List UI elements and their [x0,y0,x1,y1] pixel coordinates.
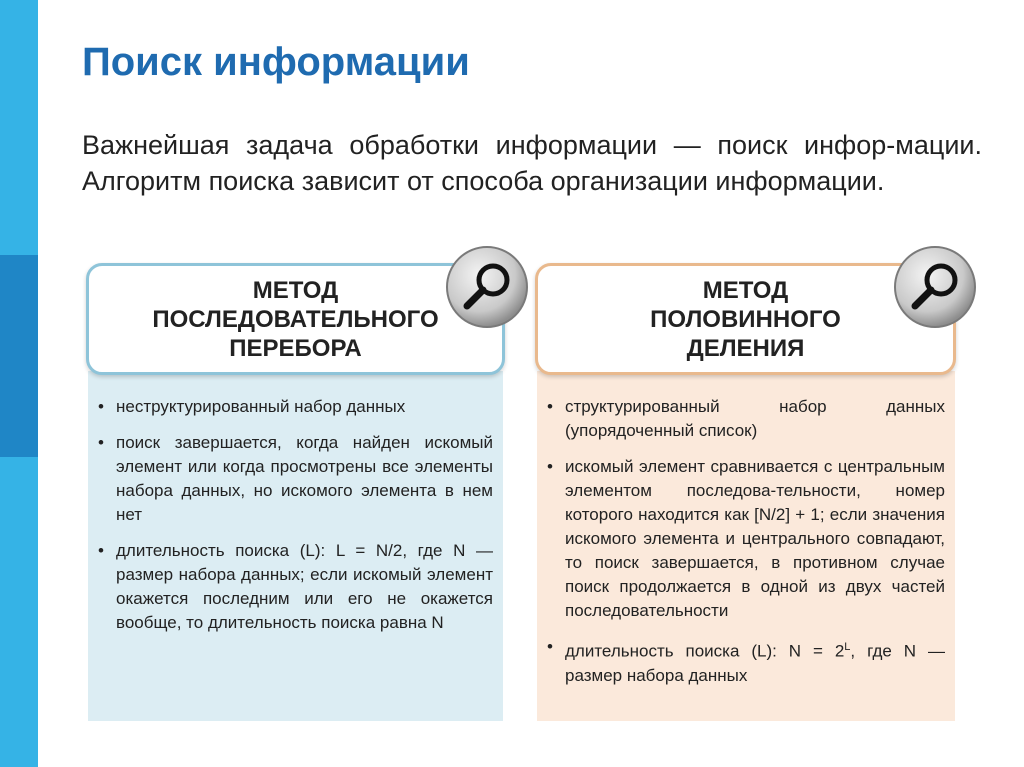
search-icon [444,244,530,330]
list-item: • длительность поиска (L): L = N/2, где N — размер набора данных; если искомый элемент окажется последним или его не окажется вообще, то длительность поиска равна N [116,539,493,635]
intro-paragraph: Важнейшая задача обработки информации — поиск инфор-мации. Алгоритм поиска зависит от способа организации информации. [82,130,982,196]
duration-text: длительность поиска (L): N = 2 [565,641,845,661]
method-header-sequential [86,263,505,375]
method-panel-sequential [88,371,503,721]
duration-suffix: , где N — размер набора данных [565,641,946,685]
method-list [537,371,955,688]
search-icon [892,244,978,330]
list-item: • неструктурированный набор данных [116,395,493,419]
exponent: L [844,641,851,653]
page-title: Поиск информации [82,40,470,84]
method-list [88,371,503,635]
list-item [565,635,945,688]
list-item: • поиск завершается, когда найден искомый элемент или когда просмотрены все элементы набора данных, но искомого элемента в нем нет [116,431,493,527]
method-heading: МЕТОД ПОЛОВИННОГО ДЕЛЕНИЯ [650,276,841,362]
list-item: • искомый элемент сравнивается с центральным элементом последова-тельности, номер которого находится как [N/2] + 1; если значения искомого элемента и центрального совпадают, то поиск завершается, в противном случае поиск продолжается в одной из двух частей последовательности [565,455,945,623]
list-item: • структурированный набор данных (упорядоченный список) [565,395,945,443]
method-panel-binary [537,371,955,721]
method-heading: МЕТОД ПОСЛЕДОВАТЕЛЬНОГО ПЕРЕБОРА [152,276,439,362]
sidebar-accent [0,255,38,457]
